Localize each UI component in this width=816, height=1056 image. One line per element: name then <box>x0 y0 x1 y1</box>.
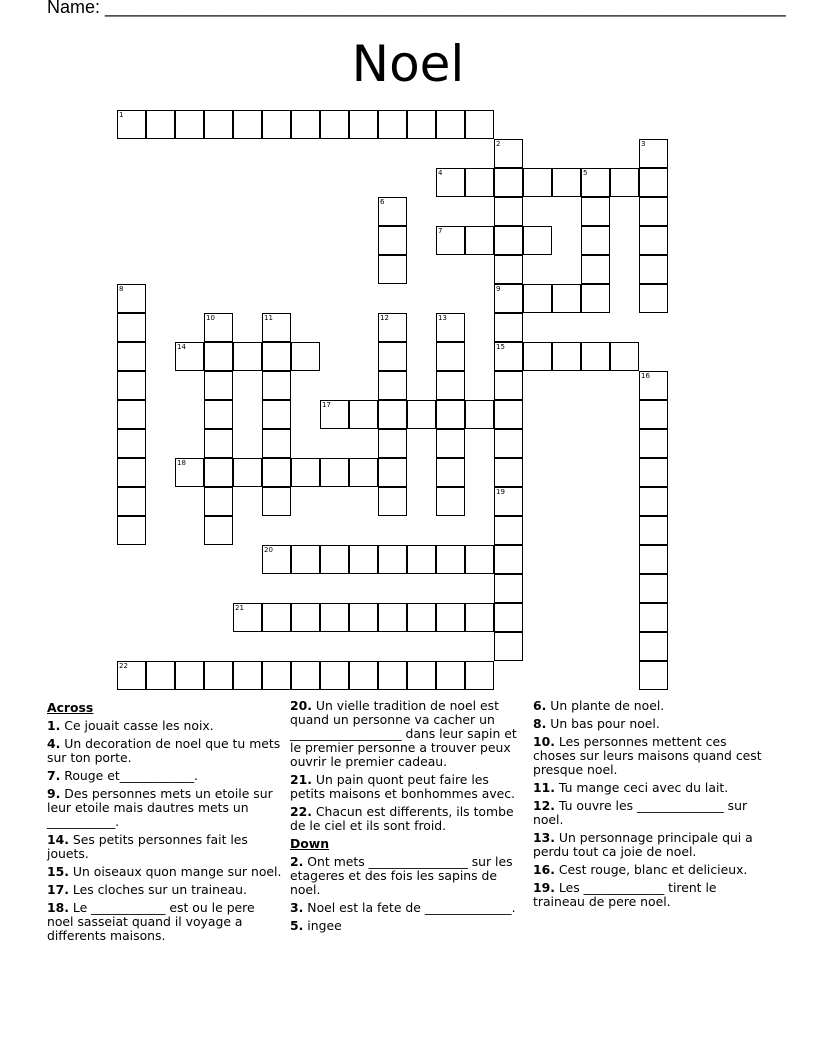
grid-cell[interactable] <box>262 545 291 574</box>
grid-cell[interactable] <box>378 661 407 690</box>
grid-cell[interactable] <box>204 342 233 371</box>
grid-cell[interactable] <box>639 429 668 458</box>
clue-across-14: 14. Ses petits personnes fait les jouets. <box>47 832 248 861</box>
grid-cell[interactable] <box>233 110 262 139</box>
grid-cell[interactable] <box>436 429 465 458</box>
grid-cell[interactable] <box>639 458 668 487</box>
grid-cell[interactable] <box>465 168 494 197</box>
grid-cell[interactable] <box>581 168 610 197</box>
grid-cell[interactable] <box>552 284 581 313</box>
grid-cell[interactable] <box>639 284 668 313</box>
grid-cell[interactable] <box>494 284 523 313</box>
grid-cell[interactable] <box>291 458 320 487</box>
grid-cell[interactable] <box>262 458 291 487</box>
grid-cell[interactable] <box>639 661 668 690</box>
grid-cell[interactable] <box>349 400 378 429</box>
grid-cell[interactable] <box>494 603 523 632</box>
grid-cell[interactable] <box>204 516 233 545</box>
grid-cell[interactable] <box>436 313 465 342</box>
grid-cell[interactable] <box>262 603 291 632</box>
across-heading: Across <box>47 700 94 715</box>
grid-cell[interactable] <box>639 574 668 603</box>
grid-cell[interactable] <box>175 110 204 139</box>
cell-number: 20 <box>264 546 273 554</box>
grid-cell[interactable] <box>639 545 668 574</box>
clue-down-12: 12. Tu ouvre les ______________ sur noel. <box>533 798 748 827</box>
grid-cell[interactable] <box>494 429 523 458</box>
cell-number: 8 <box>119 285 124 293</box>
grid-cell[interactable] <box>610 342 639 371</box>
grid-cell[interactable] <box>349 661 378 690</box>
cell-number: 17 <box>322 401 331 409</box>
grid-cell[interactable] <box>146 110 175 139</box>
grid-cell[interactable] <box>291 110 320 139</box>
grid-cell[interactable] <box>552 342 581 371</box>
grid-cell[interactable] <box>262 661 291 690</box>
grid-cell[interactable] <box>494 545 523 574</box>
grid-cell[interactable] <box>639 371 668 400</box>
clue-across-9: 9. Des personnes mets un etoile sur leur etoile mais dautres mets un ___________. <box>47 786 273 829</box>
cell-number: 6 <box>380 198 385 206</box>
grid-cell[interactable] <box>639 168 668 197</box>
grid-cell[interactable] <box>436 458 465 487</box>
name-field-label: Name: ____________________________________________________________________ <box>47 0 786 17</box>
grid-cell[interactable] <box>581 255 610 284</box>
cell-number: 16 <box>641 372 650 380</box>
grid-cell[interactable] <box>320 400 349 429</box>
grid-cell[interactable] <box>465 226 494 255</box>
grid-cell[interactable] <box>117 371 146 400</box>
grid-cell[interactable] <box>436 110 465 139</box>
grid-cell[interactable] <box>639 197 668 226</box>
grid-cell[interactable] <box>204 429 233 458</box>
grid-cell[interactable] <box>262 371 291 400</box>
grid-cell[interactable] <box>262 429 291 458</box>
grid-cell[interactable] <box>204 487 233 516</box>
grid-cell[interactable] <box>204 661 233 690</box>
grid-cell[interactable] <box>639 255 668 284</box>
grid-cell[interactable] <box>407 545 436 574</box>
grid-cell[interactable] <box>117 487 146 516</box>
cell-number: 19 <box>496 488 505 496</box>
grid-cell[interactable] <box>639 226 668 255</box>
grid-cell[interactable] <box>494 371 523 400</box>
grid-cell[interactable] <box>494 458 523 487</box>
grid-cell[interactable] <box>320 603 349 632</box>
grid-cell[interactable] <box>291 661 320 690</box>
cell-number: 11 <box>264 314 273 322</box>
grid-cell[interactable] <box>378 603 407 632</box>
grid-cell[interactable] <box>436 226 465 255</box>
cell-number: 3 <box>641 140 646 148</box>
grid-cell[interactable] <box>175 661 204 690</box>
grid-cell[interactable] <box>262 313 291 342</box>
grid-cell[interactable] <box>117 661 146 690</box>
cell-number: 12 <box>380 314 389 322</box>
clues-column-3 <box>533 699 771 913</box>
grid-cell[interactable] <box>581 226 610 255</box>
grid-cell[interactable] <box>262 487 291 516</box>
grid-cell[interactable] <box>117 313 146 342</box>
grid-cell[interactable] <box>175 342 204 371</box>
grid-cell[interactable] <box>407 603 436 632</box>
grid-cell[interactable] <box>639 632 668 661</box>
grid-cell[interactable] <box>494 197 523 226</box>
grid-cell[interactable] <box>639 516 668 545</box>
clue-across-17: 17. Les cloches sur un traineau. <box>47 882 247 897</box>
grid-cell[interactable] <box>349 110 378 139</box>
grid-cell[interactable] <box>639 487 668 516</box>
grid-cell[interactable] <box>494 342 523 371</box>
clue-down-10: 10. Les personnes mettent ces choses sur leurs maisons quand cest presque noel. <box>533 734 762 777</box>
grid-cell[interactable] <box>204 110 233 139</box>
grid-cell[interactable] <box>320 545 349 574</box>
clue-across-21: 21. Un pain quont peut faire les petits maisons et bonhommes avec. <box>290 772 516 801</box>
clue-across-20: 20. Un vielle tradition de noel est quand un personne va cacher un __________________ dans leur sapin et le premier personne a trouver peux ouvrir le premier cadeau. <box>290 698 517 769</box>
grid-cell[interactable] <box>436 545 465 574</box>
grid-cell[interactable] <box>465 110 494 139</box>
clue-across-18: 18. Le ____________ est ou le pere noel sasseiat quand il voyage a differents maisons. <box>47 900 255 943</box>
grid-cell[interactable] <box>204 313 233 342</box>
grid-cell[interactable] <box>378 429 407 458</box>
down-heading: Down <box>290 836 330 851</box>
clue-down-13: 13. Un personnage principale qui a perdu tout ca joie de noel. <box>533 830 753 859</box>
grid-cell[interactable] <box>320 661 349 690</box>
grid-cell[interactable] <box>436 342 465 371</box>
clue-across-1: 1. Ce jouait casse les noix. <box>47 718 214 733</box>
grid-cell[interactable] <box>146 661 175 690</box>
grid-cell[interactable] <box>117 429 146 458</box>
grid-cell[interactable] <box>378 458 407 487</box>
grid-cell[interactable] <box>494 632 523 661</box>
grid-cell[interactable] <box>320 458 349 487</box>
grid-cell[interactable] <box>262 400 291 429</box>
clue-down-6: 6. Un plante de noel. <box>533 698 665 713</box>
clue-down-3: 3. Noel est la fete de ______________. <box>290 900 516 915</box>
grid-cell[interactable] <box>436 400 465 429</box>
grid-cell[interactable] <box>117 458 146 487</box>
grid-cell[interactable] <box>494 226 523 255</box>
grid-cell[interactable] <box>291 545 320 574</box>
grid-cell[interactable] <box>117 400 146 429</box>
grid-cell[interactable] <box>639 139 668 168</box>
grid-cell[interactable] <box>581 197 610 226</box>
grid-cell[interactable] <box>204 371 233 400</box>
grid-cell[interactable] <box>378 371 407 400</box>
clue-down-11: 11. Tu mange ceci avec du lait. <box>533 780 729 795</box>
clue-across-7: 7. Rouge et____________. <box>47 768 198 783</box>
grid-cell[interactable] <box>436 487 465 516</box>
clues-column-2 <box>290 699 520 937</box>
grid-cell[interactable] <box>407 110 436 139</box>
grid-cell[interactable] <box>407 661 436 690</box>
grid-cell[interactable] <box>523 168 552 197</box>
clue-down-5: 5. ingee <box>290 918 342 933</box>
grid-cell[interactable] <box>378 487 407 516</box>
grid-cell[interactable] <box>349 603 378 632</box>
grid-cell[interactable] <box>233 603 262 632</box>
grid-cell[interactable] <box>639 400 668 429</box>
grid-cell[interactable] <box>552 168 581 197</box>
clue-across-15: 15. Un oiseaux quon mange sur noel. <box>47 864 282 879</box>
grid-cell[interactable] <box>117 342 146 371</box>
clue-down-16: 16. Cest rouge, blanc et delicieux. <box>533 862 748 877</box>
grid-cell[interactable] <box>494 516 523 545</box>
grid-cell[interactable] <box>436 603 465 632</box>
cell-number: 14 <box>177 343 186 351</box>
grid-cell[interactable] <box>465 661 494 690</box>
grid-cell[interactable] <box>378 400 407 429</box>
grid-cell[interactable] <box>610 168 639 197</box>
grid-cell[interactable] <box>378 226 407 255</box>
grid-cell[interactable] <box>523 342 552 371</box>
grid-cell[interactable] <box>378 197 407 226</box>
grid-cell[interactable] <box>436 371 465 400</box>
grid-cell[interactable] <box>523 226 552 255</box>
grid-cell[interactable] <box>465 400 494 429</box>
clue-across-22: 22. Chacun est differents, ils tombe de le ciel et ils sont froid. <box>290 804 514 833</box>
cell-number: 7 <box>438 227 443 235</box>
clues-column-1 <box>47 699 285 947</box>
clue-down-19: 19. Les _____________ tirent le traineau de pere noel. <box>533 880 717 909</box>
grid-cell[interactable] <box>407 400 436 429</box>
grid-cell[interactable] <box>494 139 523 168</box>
clue-down-2: 2. Ont mets ________________ sur les etageres et des fois les sapins de noel. <box>290 854 513 897</box>
cell-number: 2 <box>496 140 501 148</box>
grid-cell[interactable] <box>494 168 523 197</box>
grid-cell[interactable] <box>494 313 523 342</box>
grid-cell[interactable] <box>494 400 523 429</box>
clue-across-4: 4. Un decoration de noel que tu mets sur ton porte. <box>47 736 281 765</box>
grid-cell[interactable] <box>494 487 523 516</box>
grid-cell[interactable] <box>581 284 610 313</box>
grid-cell[interactable] <box>291 342 320 371</box>
grid-cell[interactable] <box>465 603 494 632</box>
cell-number: 1 <box>119 111 124 119</box>
grid-cell[interactable] <box>175 458 204 487</box>
grid-cell[interactable] <box>262 342 291 371</box>
grid-cell[interactable] <box>523 284 552 313</box>
grid-cell[interactable] <box>436 168 465 197</box>
grid-cell[interactable] <box>233 661 262 690</box>
grid-cell[interactable] <box>378 110 407 139</box>
grid-cell[interactable] <box>639 603 668 632</box>
grid-cell[interactable] <box>117 284 146 313</box>
grid-cell[interactable] <box>436 661 465 690</box>
grid-cell[interactable] <box>233 458 262 487</box>
grid-cell[interactable] <box>581 342 610 371</box>
grid-cell[interactable] <box>378 545 407 574</box>
cell-number: 13 <box>438 314 447 322</box>
grid-cell[interactable] <box>291 603 320 632</box>
grid-cell[interactable] <box>233 342 262 371</box>
grid-cell[interactable] <box>117 110 146 139</box>
grid-cell[interactable] <box>349 545 378 574</box>
cell-number: 10 <box>206 314 215 322</box>
grid-cell[interactable] <box>494 574 523 603</box>
grid-cell[interactable] <box>204 458 233 487</box>
cell-number: 5 <box>583 169 588 177</box>
cell-number: 18 <box>177 459 186 467</box>
cell-number: 4 <box>438 169 443 177</box>
cell-number: 21 <box>235 604 244 612</box>
grid-cell[interactable] <box>378 313 407 342</box>
cell-number: 15 <box>496 343 505 351</box>
cell-number: 9 <box>496 285 501 293</box>
grid-cell[interactable] <box>262 110 291 139</box>
grid-cell[interactable] <box>320 110 349 139</box>
grid-cell[interactable] <box>117 516 146 545</box>
grid-cell[interactable] <box>204 400 233 429</box>
cell-number: 22 <box>119 662 128 670</box>
grid-cell[interactable] <box>378 255 407 284</box>
grid-cell[interactable] <box>349 458 378 487</box>
grid-cell[interactable] <box>494 255 523 284</box>
grid-cell[interactable] <box>378 342 407 371</box>
clue-down-8: 8. Un bas pour noel. <box>533 716 660 731</box>
page-title: Noel <box>351 35 465 93</box>
grid-cell[interactable] <box>465 545 494 574</box>
